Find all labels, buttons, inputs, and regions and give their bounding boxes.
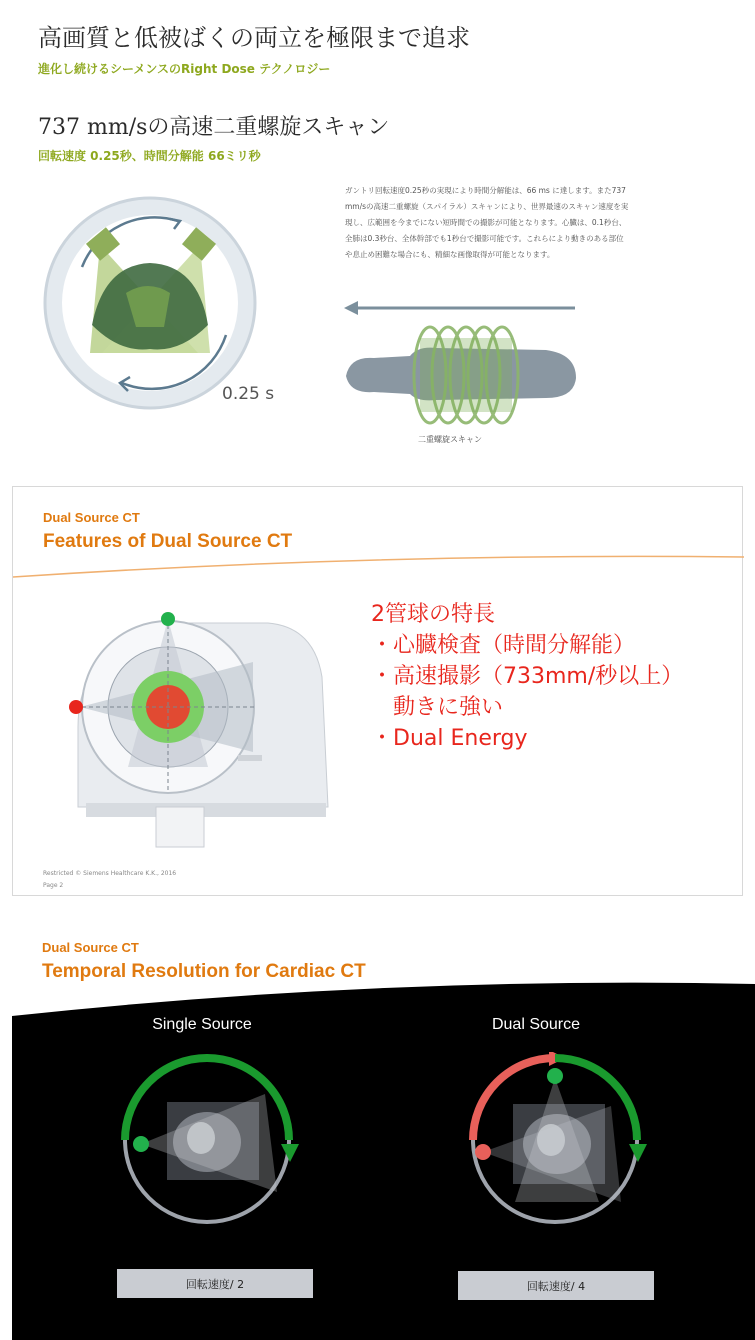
single-source-diagram: [105, 1052, 310, 1227]
dual-caption-box: [458, 1271, 654, 1300]
dual-source-label: Dual Source: [491, 1016, 581, 1033]
slide2-copyright: Restricted © Siemens Healthcare K.K., 2016: [43, 870, 177, 877]
table-pedestal: [156, 807, 204, 847]
single-caption: 回転速度/ 2: [185, 1277, 245, 1291]
feature-item: ・Dual Energy: [371, 726, 528, 751]
green-source-dot: [161, 612, 175, 626]
feature-item: 動きに強い: [371, 695, 504, 720]
green-source-dot: [547, 1068, 563, 1084]
direction-arrow-head: [344, 301, 358, 315]
panel1-heading: 737 mm/sの高速二重螺旋スキャン: [38, 115, 390, 140]
slide2-kicker: Dual Source CT: [43, 510, 140, 525]
panel1-paragraph: ガントリ回転速度0.25秒の実現により時間分解能は、66 ms に達します。また737 mm/sの高速二重螺旋（スパイラル）スキャンにより、世界最速のスキャン速度を実現し、広範囲を今までにない短時間での撮影が可能となります。心臓は、0.1秒台、全肺は0.3秒台、全体幹部でも1秒台で撮影可能です。これらにより動きのある部位や息止め困難な場合にも、精細な画像取得が可能となります。: [345, 186, 629, 259]
rotation-arrowhead-green: [629, 1144, 647, 1162]
dual-caption: 回転速度/ 4: [526, 1279, 586, 1293]
double-spiral-illustration: [340, 298, 590, 433]
panel1-title: 高画質と低被ばくの両立を極限まで追求: [38, 24, 470, 52]
slide3-title: Temporal Resolution for Cardiac CT: [42, 961, 366, 982]
green-source-dot: [133, 1136, 149, 1152]
feature-item: ・心臓検査（時間分解能）: [371, 633, 636, 658]
panel1-spec: 回転速度 0.25秒、時間分解能 66ミリ秒: [38, 149, 261, 163]
gantry-base: [86, 803, 326, 817]
rotation-time: 0.25 s: [222, 384, 275, 404]
feature-heading: 2管球の特長: [371, 602, 495, 627]
scan-volume: [420, 338, 512, 412]
single-source-label: Single Source: [152, 1016, 252, 1033]
ct-scanner-illustration: [68, 607, 338, 852]
slide2-page: Page 2: [43, 882, 64, 889]
rightdose-panel: [0, 0, 755, 470]
dual-source-diagram: [453, 1052, 658, 1227]
red-source-dot: [475, 1144, 491, 1160]
features-list: [371, 599, 683, 754]
feature-item: ・高速撮影（733mm/秒以上）: [371, 664, 684, 689]
slide2-title: Features of Dual Source CT: [43, 531, 293, 552]
red-source-dot: [69, 700, 83, 714]
slide3-kicker: Dual Source CT: [42, 940, 139, 955]
gantry-panel-detail: [238, 755, 262, 761]
rotation-arrowhead: [281, 1144, 299, 1162]
header-divider-curve: [13, 547, 744, 587]
single-caption-box: [117, 1269, 313, 1298]
spiral-caption: 二重螺旋スキャン: [418, 435, 482, 444]
dual-source-features-slide: [12, 486, 743, 896]
temporal-resolution-slide: [0, 912, 755, 1340]
panel1-subtitle: 進化し続けるシーメンスのRight Dose テクノロジー: [38, 62, 331, 76]
